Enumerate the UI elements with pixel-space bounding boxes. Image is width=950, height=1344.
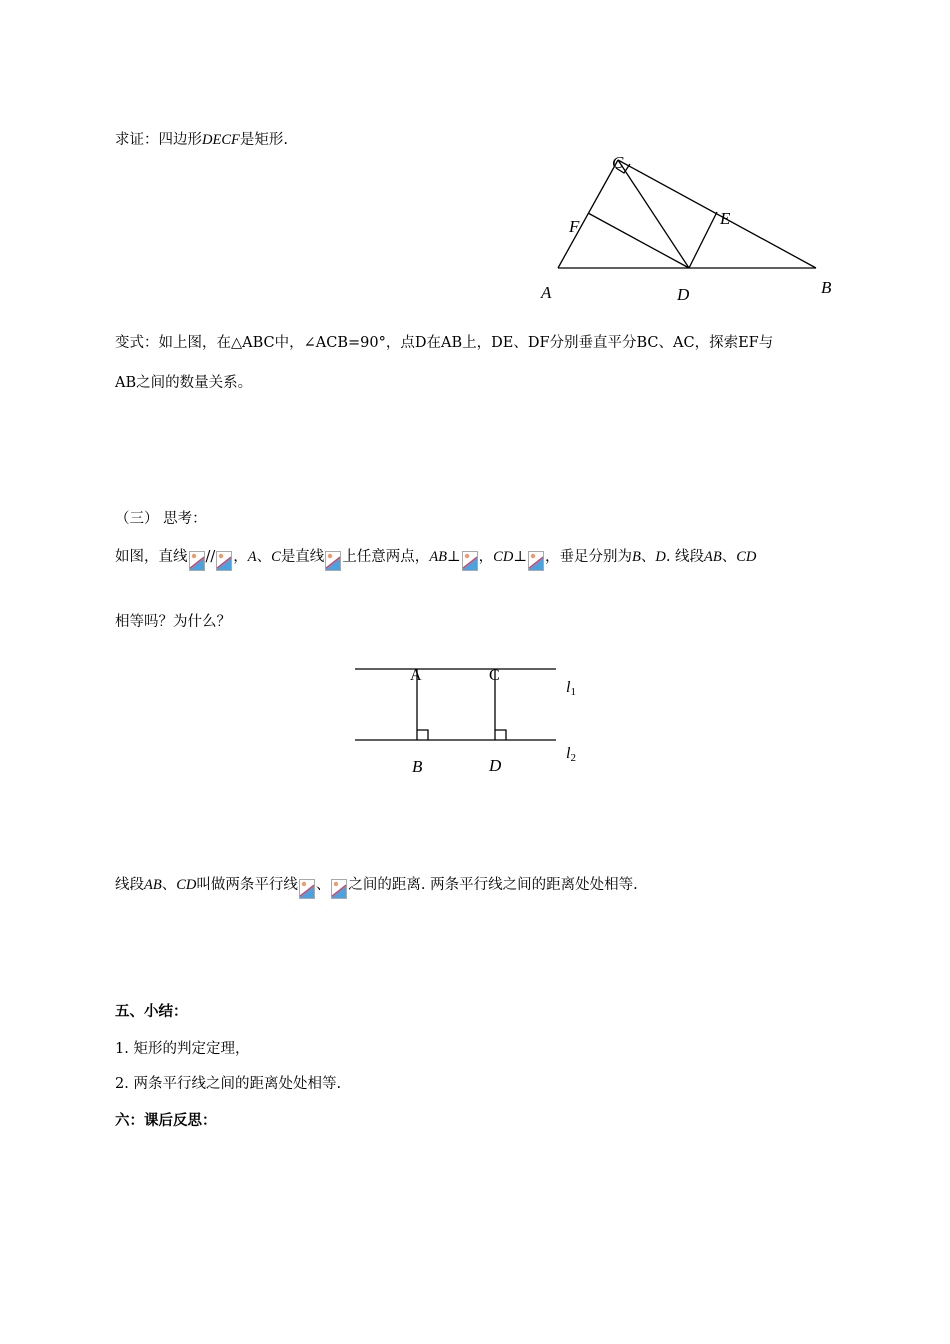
variant-line-1: 变式：如上图，在△ABC中，∠ACB=90°，点D在AB上，DE、DF分别垂直平分BC、AC，探索EF与	[115, 335, 774, 351]
label-a: A	[541, 283, 552, 302]
reflection-heading: 六：课后反思：	[115, 1112, 217, 1129]
think-heading: （三） 思考：	[115, 511, 207, 527]
right-angle-mark-b	[417, 730, 428, 740]
label-a: A	[410, 667, 422, 684]
label-b: B	[821, 278, 832, 297]
broken-image-icon	[331, 877, 347, 899]
label-d: D	[677, 285, 690, 304]
definition-line: 线段AB、CD叫做两条平行线 、 之间的距离. 两条平行线之间的距离处处相等.	[115, 873, 638, 899]
parallel-lines-figure	[350, 660, 590, 780]
segment-df	[588, 213, 689, 268]
broken-image-icon	[189, 549, 205, 571]
label-e: E	[720, 209, 731, 228]
segment-cd	[618, 160, 689, 268]
label-l1: l1	[566, 679, 576, 698]
label-d: D	[489, 756, 502, 775]
label-b: B	[412, 757, 423, 776]
segment-de	[689, 212, 717, 268]
label-f: F	[569, 217, 580, 236]
broken-image-icon	[216, 549, 232, 571]
triangle-figure	[530, 150, 850, 310]
summary-item-2: 2. 两条平行线之间的距离处处相等.	[115, 1076, 342, 1092]
label-l2: l2	[566, 745, 576, 764]
broken-image-icon	[299, 877, 315, 899]
segment-cb	[618, 160, 816, 268]
label-c: C	[489, 667, 500, 684]
label-c: C	[612, 153, 624, 172]
right-angle-mark-d	[495, 730, 506, 740]
broken-image-icon	[462, 549, 478, 571]
think-question-line-2: 相等吗？为什么？	[115, 614, 231, 630]
broken-image-icon	[528, 549, 544, 571]
summary-heading: 五、小结：	[115, 1003, 188, 1020]
segment-ac	[558, 160, 618, 268]
proof-statement: 求证：四边形DECF是矩形.	[115, 132, 288, 148]
think-question-line-1: 如图，直线 // ，A、C是直线 上任意两点，AB⊥ ，CD⊥ ，垂足分别为B、D. 线段AB、CD	[115, 545, 756, 571]
variant-line-2: AB之间的数量关系。	[115, 375, 253, 391]
summary-item-1: 1. 矩形的判定定理，	[115, 1041, 250, 1057]
broken-image-icon	[325, 549, 341, 571]
